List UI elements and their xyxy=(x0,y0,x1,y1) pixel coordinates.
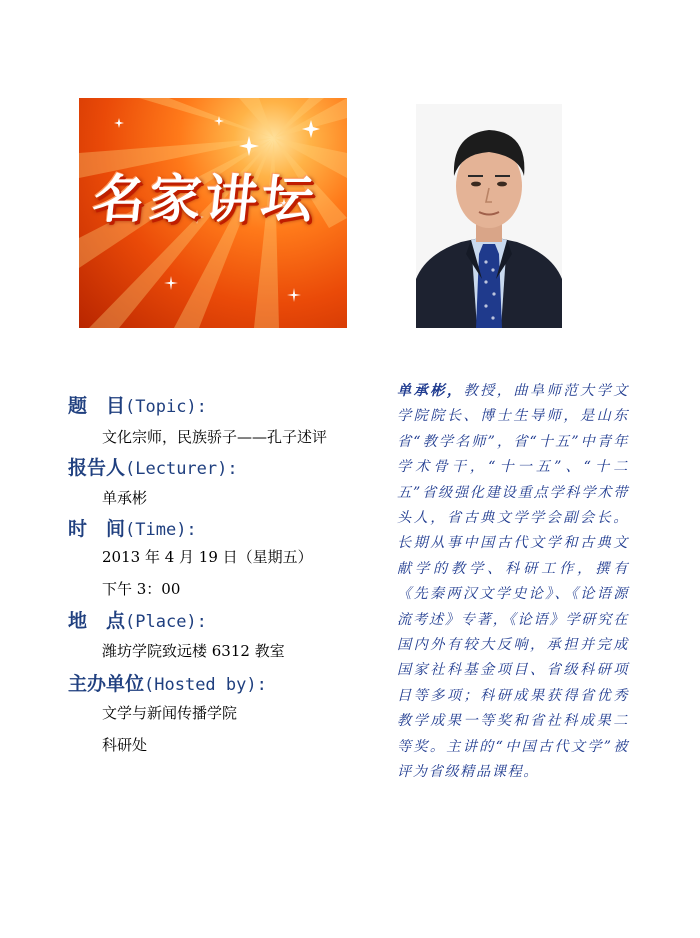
topic-label-cn: 题 目 xyxy=(68,395,126,417)
banner-title: 名家讲坛 xyxy=(89,169,321,230)
host-org-1: 文学与新闻传播学院 xyxy=(102,704,238,722)
host-org-2: 科研处 xyxy=(102,736,148,754)
lecturer-label-cn: 报告人 xyxy=(68,457,126,479)
lecturer-bio xyxy=(397,379,629,786)
time-date: 2013 年 4 月 19 日（星期五） xyxy=(102,548,313,566)
lecturer-portrait-icon xyxy=(416,104,562,328)
host-label-cn: 主办单位 xyxy=(68,673,145,695)
time-label-cn: 时 间 xyxy=(68,518,126,540)
lecturer-value: 单承彬 xyxy=(102,489,148,507)
lecturer-label-en: (Lecturer): xyxy=(125,459,238,479)
place-label xyxy=(68,606,207,633)
place-label-cn: 地 点 xyxy=(68,610,126,632)
topic-label xyxy=(68,391,207,418)
time-hour: 下午 3：00 xyxy=(102,580,181,598)
place-value: 潍坊学院致远楼 6312 教室 xyxy=(102,642,285,660)
host-label xyxy=(68,669,267,696)
bio-name: 单承彬， xyxy=(397,383,464,399)
lecturer-portrait xyxy=(416,104,562,328)
host-label-en: (Hosted by): xyxy=(144,675,267,695)
bio-text: 教授，曲阜师范大学文学院院长、博士生导师，是山东省“教学名师”，省“十五”中青年学术骨干，“十一五”、“十二五”省级强化建设重点学科学术带头人，省古典文学学会副会长。长期从事中国古代文学和古典文献学的教学、科研工作，撰有《先秦两汉文学史论》、《论语源流考述》专著，《论语》学研究在国内外有较大反响，承担并完成国家社科基金项目、省级科研项目等多项；科研成果获得省优秀教学成果一等奖和省社科成果二等奖。主讲的“中国古代文学”被评为省级精品课程。 xyxy=(397,383,629,781)
time-label xyxy=(68,514,197,541)
topic-value: 文化宗师，民族骄子——孔子述评 xyxy=(102,428,328,446)
topic-label-en: (Topic): xyxy=(125,397,207,417)
place-label-en: (Place): xyxy=(125,612,207,632)
time-label-en: (Time): xyxy=(125,520,197,540)
lecturer-label xyxy=(68,453,238,480)
